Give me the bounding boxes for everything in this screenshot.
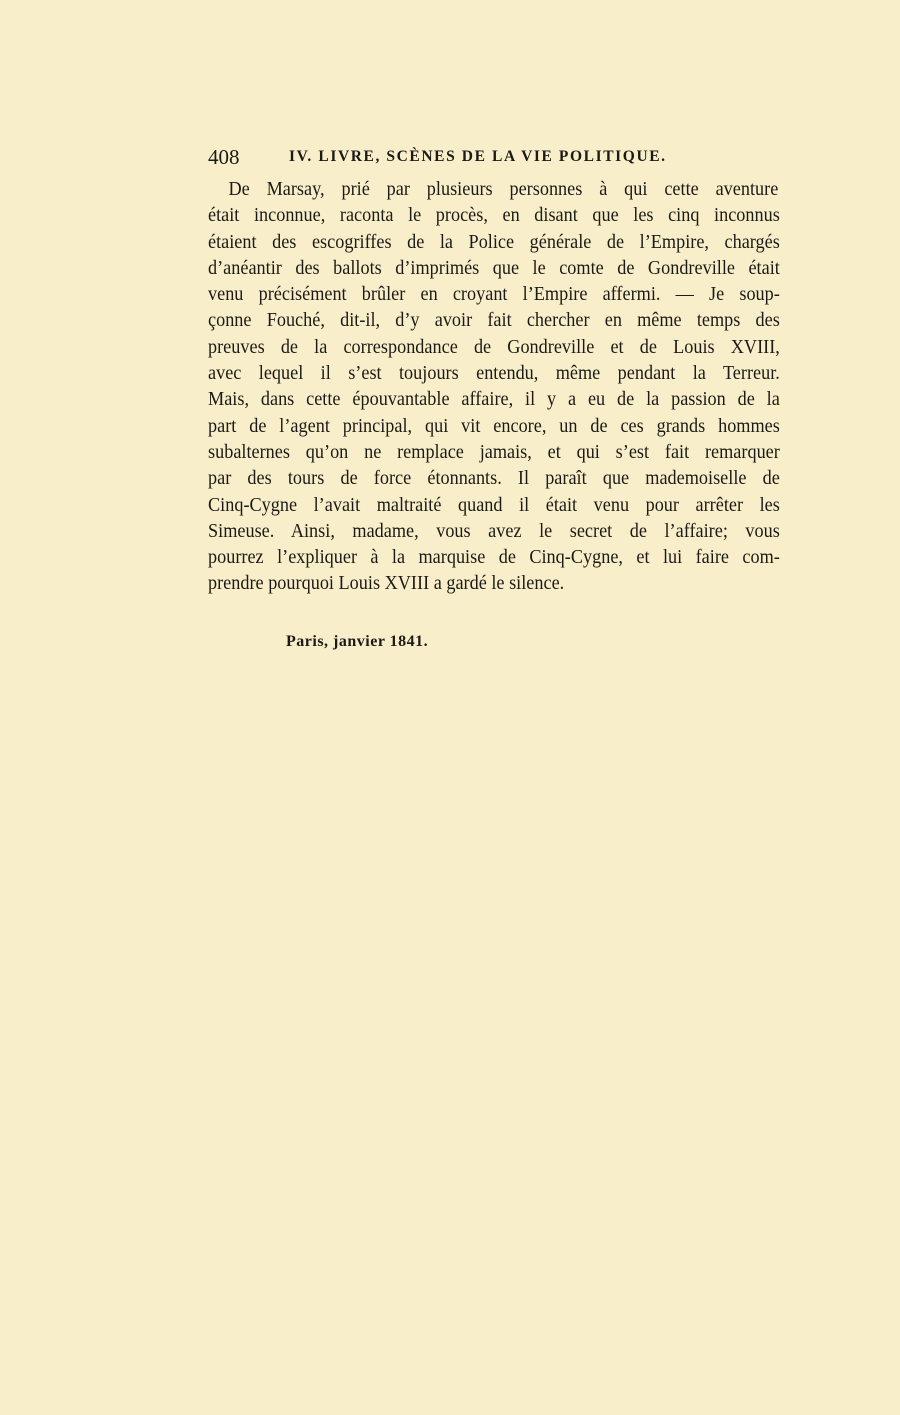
running-title: IV. LIVRE, SCÈNES DE LA VIE POLITIQUE. bbox=[289, 148, 667, 165]
text-line: subalternes qu’on ne remplace jamais, et qui s’est fait remarquer bbox=[208, 441, 780, 463]
text-line: Cinq-Cygne l’avait maltraité quand il était venu pour arrêter les bbox=[208, 494, 780, 516]
body-text bbox=[208, 177, 780, 598]
text-line: venu précisément brûler en croyant l’Empire affermi. — Je soup- bbox=[208, 284, 780, 306]
text-line: étaient des escogriffes de la Police générale de l’Empire, chargés bbox=[208, 231, 780, 253]
text-line: preuves de la correspondance de Gondreville et de Louis XVIII, bbox=[208, 336, 780, 358]
text-line: Mais, dans cette épouvantable affaire, il y a eu de la passion de la bbox=[208, 389, 780, 411]
text-line: pourrez l’expliquer à la marquise de Cinq-Cygne, et lui faire com- bbox=[208, 547, 780, 569]
text-line: avec lequel il s’est toujours entendu, même pendant la Terreur. bbox=[208, 363, 780, 385]
text-line: par des tours de force étonnants. Il paraît que mademoiselle de bbox=[208, 468, 780, 490]
text-line: çonne Fouché, dit-il, d’y avoir fait chercher en même temps des bbox=[208, 310, 780, 332]
text-line: part de l’agent principal, qui vit encore, un de ces grands hommes bbox=[208, 415, 780, 437]
page-header bbox=[208, 145, 714, 171]
text-line: De Marsay, prié par plusieurs personnes à qui cette aventure bbox=[228, 179, 779, 200]
text-line: était inconnue, raconta le procès, en disant que les cinq inconnus bbox=[208, 205, 780, 227]
text-line: prendre pourquoi Louis XVIII a gardé le silence. bbox=[208, 573, 565, 595]
text-line: Simeuse. Ainsi, madame, vous avez le secret de l’affaire; vous bbox=[208, 520, 780, 542]
signature-dateline: Paris, janvier 1841. bbox=[286, 633, 429, 650]
text-line: d’anéantir des ballots d’imprimés que le comte de Gondreville était bbox=[208, 257, 780, 279]
page-number: 408 bbox=[208, 145, 240, 169]
